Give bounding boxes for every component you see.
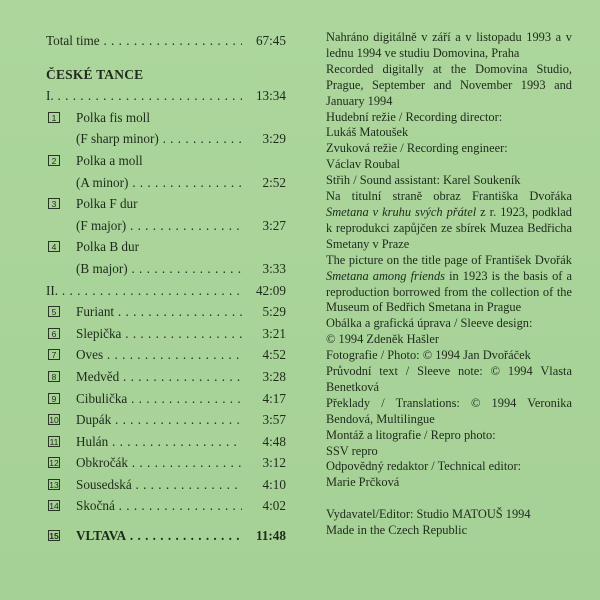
track-title: Medvěd . . . [76,366,242,388]
track-row [46,431,286,453]
part-ii-row [46,280,286,302]
track-time: 5:29 [262,304,286,320]
track-row [46,301,286,323]
track-number-box: 4 [48,241,60,252]
cover-picture-cz-title: Smetana v kruhu svých přátel [326,204,477,219]
track-title: Dupák . . . [76,409,242,431]
sleeve-note-credit: Průvodní text / Sleeve note: © 1994 Vlasta Benetková [326,364,572,394]
track-title: Hulán . . . [76,431,242,453]
made-in: Made in the Czech Republic [326,523,468,538]
track-subtitle: (B major) . . . [76,258,242,280]
publisher: Vydavatel/Editor: Studio MATOUŠ 1994 [326,507,531,522]
total-time-row [46,30,286,52]
track-title: Cibulička . . . [76,388,242,410]
technical-editor-label: Odpovědný redaktor / Technical editor: [326,459,522,474]
track-title: Polka B dur [76,239,140,255]
cover-picture-cz [326,189,572,253]
track-title: Polka a moll [76,152,143,168]
director-label: Hudební režie / Recording director: [326,109,503,124]
track-row [46,150,286,172]
track-number-box: 14 [49,501,59,512]
recording-info-cz: Nahráno digitálně v září a v listopadu 1993 a v lednu 1994 ve studiu Domovina, Praha [326,30,572,60]
track-time: 3:28 [262,368,286,384]
track-row [46,107,286,129]
suite-title: ČESKÉ TANCE [46,66,144,82]
track-time: 3:12 [262,455,286,471]
cover-picture-en-title: Smetana among friends [326,268,445,283]
track-time: 4:48 [262,433,286,449]
recording-info-en: Recorded digitally at the Domovina Studio, Prague, September and November 1993 and January 1994 [326,61,572,108]
sleeve-design-name: © 1994 Zdeněk Hašler [326,332,439,347]
track-time: 4:17 [262,390,286,406]
track-title: Slepička . . . [76,323,242,345]
sound-assistant: Střih / Sound assistant: Karel Soukeník [326,173,521,188]
track-row [46,388,286,410]
track-title: VLTAVA . . . [76,525,242,547]
track-time: 3:57 [262,412,286,428]
track-title: Obkročák . . . [76,452,242,474]
track-time: 3:29 [262,131,286,147]
track-row [46,409,286,431]
track-number-box: 13 [49,479,59,490]
track-number-box: 11 [49,436,59,447]
track-number-box: 2 [48,155,60,166]
track-title: Polka fis moll [76,109,150,125]
cover-picture-en-b: in 1923 is the basis of a reproduction borrowed from the collection of the Museum of Bedřich Smetana in Prague [326,268,572,315]
track-number-box: 12 [49,458,59,469]
track-subtitle: (F sharp minor) . . . [76,128,242,150]
polka-list [46,107,286,280]
track-time: 2:52 [262,174,286,190]
track-row [46,344,286,366]
track-time: 3:27 [262,217,286,233]
part-i-label: I. . . . [46,85,242,107]
tracklist [46,30,286,547]
engineer-label: Zvuková režie / Recording engineer: [326,141,508,156]
track-row-vltava [46,525,286,547]
track-title: Oves . . . [76,344,242,366]
track-number-box: 1 [48,112,60,123]
part-i-row [46,85,286,107]
track-row [46,323,286,345]
translations-credit: Překlady / Translations: © 1994 Veronika Bendová, Multilingue [326,395,572,426]
track-number-box: 3 [48,198,60,209]
dance-list [46,301,286,517]
repro-name: SSV repro [326,443,378,458]
total-time-label: Total time . . . [46,30,242,52]
track-number-box: 6 [48,328,60,339]
track-row [46,495,286,517]
track-row [46,236,286,258]
track-time: 3:33 [262,260,286,276]
track-number-box: 7 [48,349,60,360]
track-row [46,193,286,215]
track-subtitle: (A minor) . . . [76,172,242,194]
engineer-name: Václav Roubal [326,157,400,172]
track-title: Skočná . . . [76,495,242,517]
track-time: 3:21 [262,325,286,341]
track-row-sub [46,128,286,150]
photo-credit: Fotografie / Photo: © 1994 Jan Dvořáček [326,348,531,363]
part-ii-label: II. . . . [46,280,242,302]
technical-editor-name: Marie Prčková [326,475,400,490]
credits-column [326,30,572,539]
track-row [46,452,286,474]
part-ii-time: 42:09 [255,282,286,298]
track-row [46,366,286,388]
track-row-sub [46,215,286,237]
part-i-time: 13:34 [255,88,286,104]
track-title: Polka F dur [76,196,138,212]
track-number-box: 8 [48,371,60,382]
track-row [46,474,286,496]
track-number-box: 5 [48,306,60,317]
track-subtitle: (F major) . . . [76,215,242,237]
track-number-box: 9 [48,393,60,404]
total-time-value: 67:45 [255,33,286,48]
track-number-box: 10 [49,415,59,426]
track-time: 4:10 [262,476,286,492]
track-row-sub [46,258,286,280]
cover-picture-en [326,253,572,317]
track-title: Sousedská . . . [76,474,242,496]
track-time: 11:48 [255,528,286,544]
cover-picture-en-a: The picture on the title page of František Dvořák [326,252,572,267]
track-title: Furiant . . . [76,301,242,323]
track-number-box: 15 [49,531,59,542]
track-time: 4:52 [262,347,286,363]
sleeve-design-label: Obálka a grafická úprava / Sleeve design: [326,316,533,331]
repro-label: Montáž a litografie / Repro photo: [326,427,496,442]
cover-picture-cz-a: Na titulní straně obraz Františka Dvořáka [326,189,572,204]
cover-picture-cz-b: z r. 1923, podklad k reprodukci zapůjčen ze sbírek Muzea Bedřicha Smetany v Praze [326,204,572,251]
track-row-sub [46,172,286,194]
director-name: Lukáš Matoušek [326,125,409,140]
track-time: 4:02 [262,498,286,514]
